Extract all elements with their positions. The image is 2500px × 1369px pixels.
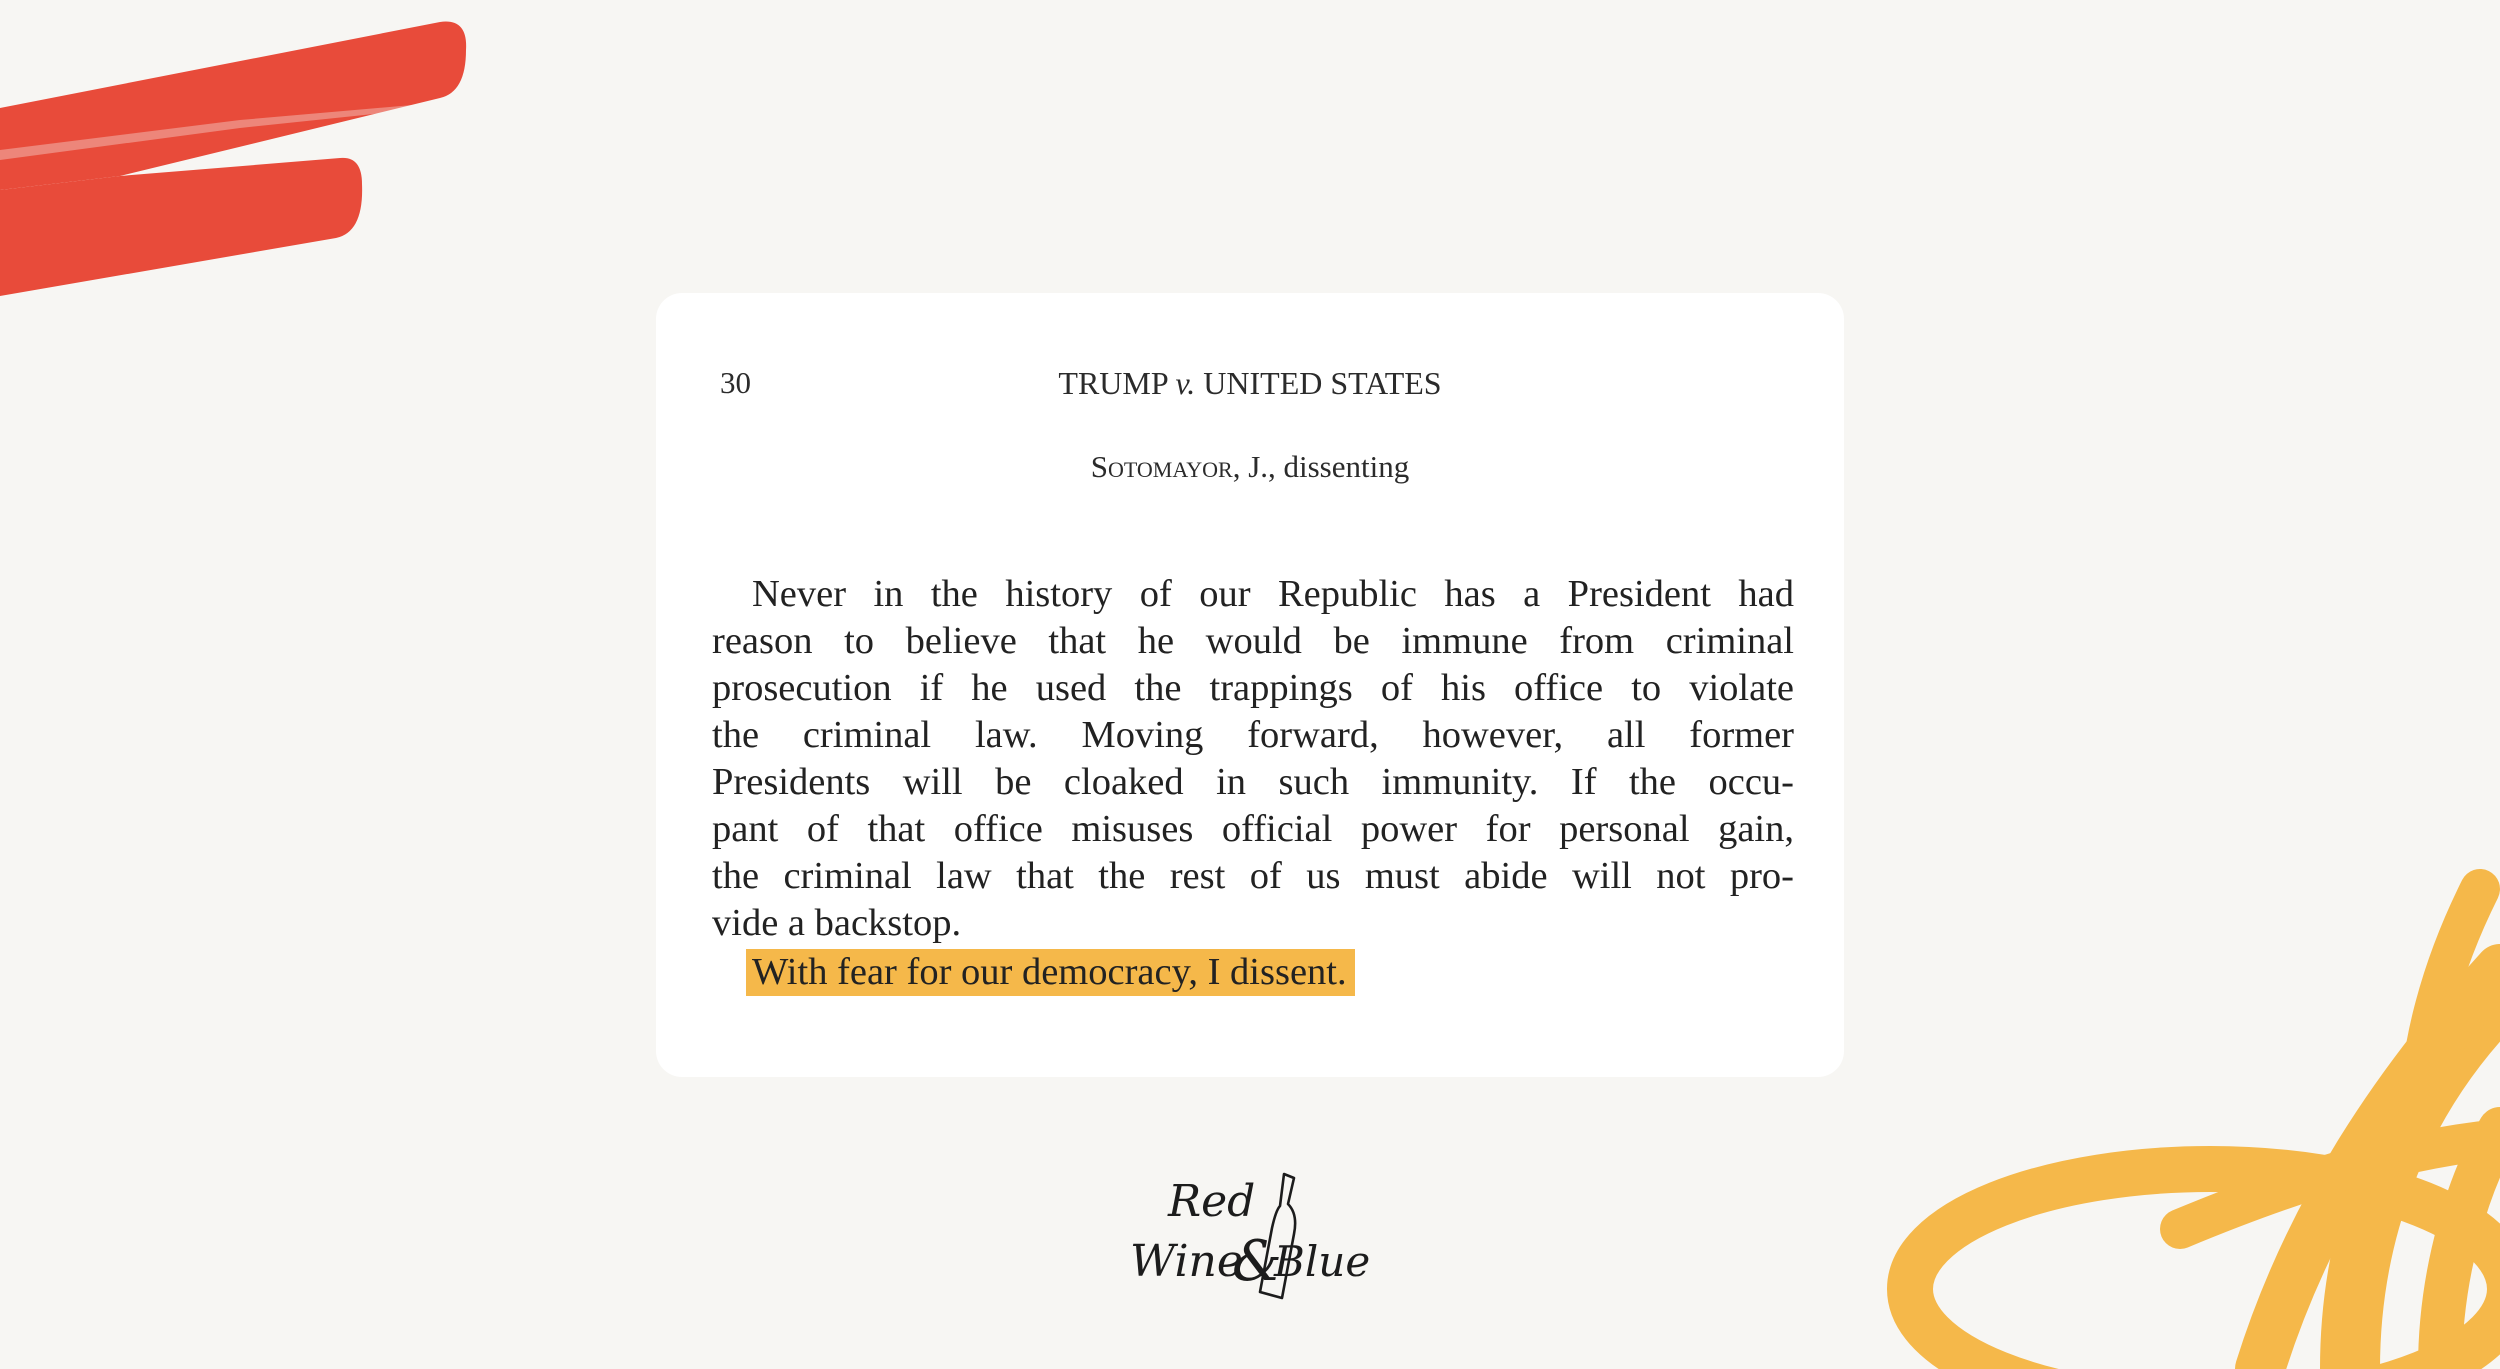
red-brush-stroke-decoration [0,0,480,320]
logo-ampersand: & [1232,1229,1282,1294]
running-head-left: TRUMP [1058,365,1176,401]
paragraph-line: Never in the history of our Republic has a President had [752,573,1794,615]
logo-word-blue: Blue [1274,1237,1371,1286]
red-wine-and-blue-logo [1124,1170,1374,1310]
opinion-author: Sotomayor [1090,449,1233,484]
paragraph-line: Presidents will be cloaked in such immunity. If the occu- [712,761,1794,803]
highlighted-closing-line: With fear for our democracy, I dissent. [746,949,1355,996]
logo-word-wine: Wine [1130,1236,1243,1287]
paragraph-line: reason to believe that he would be immune from criminal [712,620,1794,662]
page-number: 30 [720,365,751,400]
paragraph-line: prosecution if he used the trappings of his office to violate [712,667,1794,709]
paragraph-line: the criminal law that the rest of us must abide will not pro- [712,855,1794,897]
opinion-suffix: , J., dissenting [1232,449,1410,484]
yellow-scribble-decoration [1880,849,2500,1369]
logo-word-red: Red [1168,1176,1256,1227]
document-card [656,293,1844,1077]
dissent-paragraph [712,571,1794,947]
paragraph-line: vide a backstop. [712,902,962,944]
running-head-right: UNITED STATES [1195,365,1442,401]
paragraph-line: pant of that office misuses official power for personal gain, [712,808,1794,850]
running-head [656,365,1844,402]
paragraph-line: the criminal law. Moving forward, however, all former [712,714,1794,756]
running-head-versus: v. [1175,365,1196,401]
opinion-attribution [656,449,1844,485]
